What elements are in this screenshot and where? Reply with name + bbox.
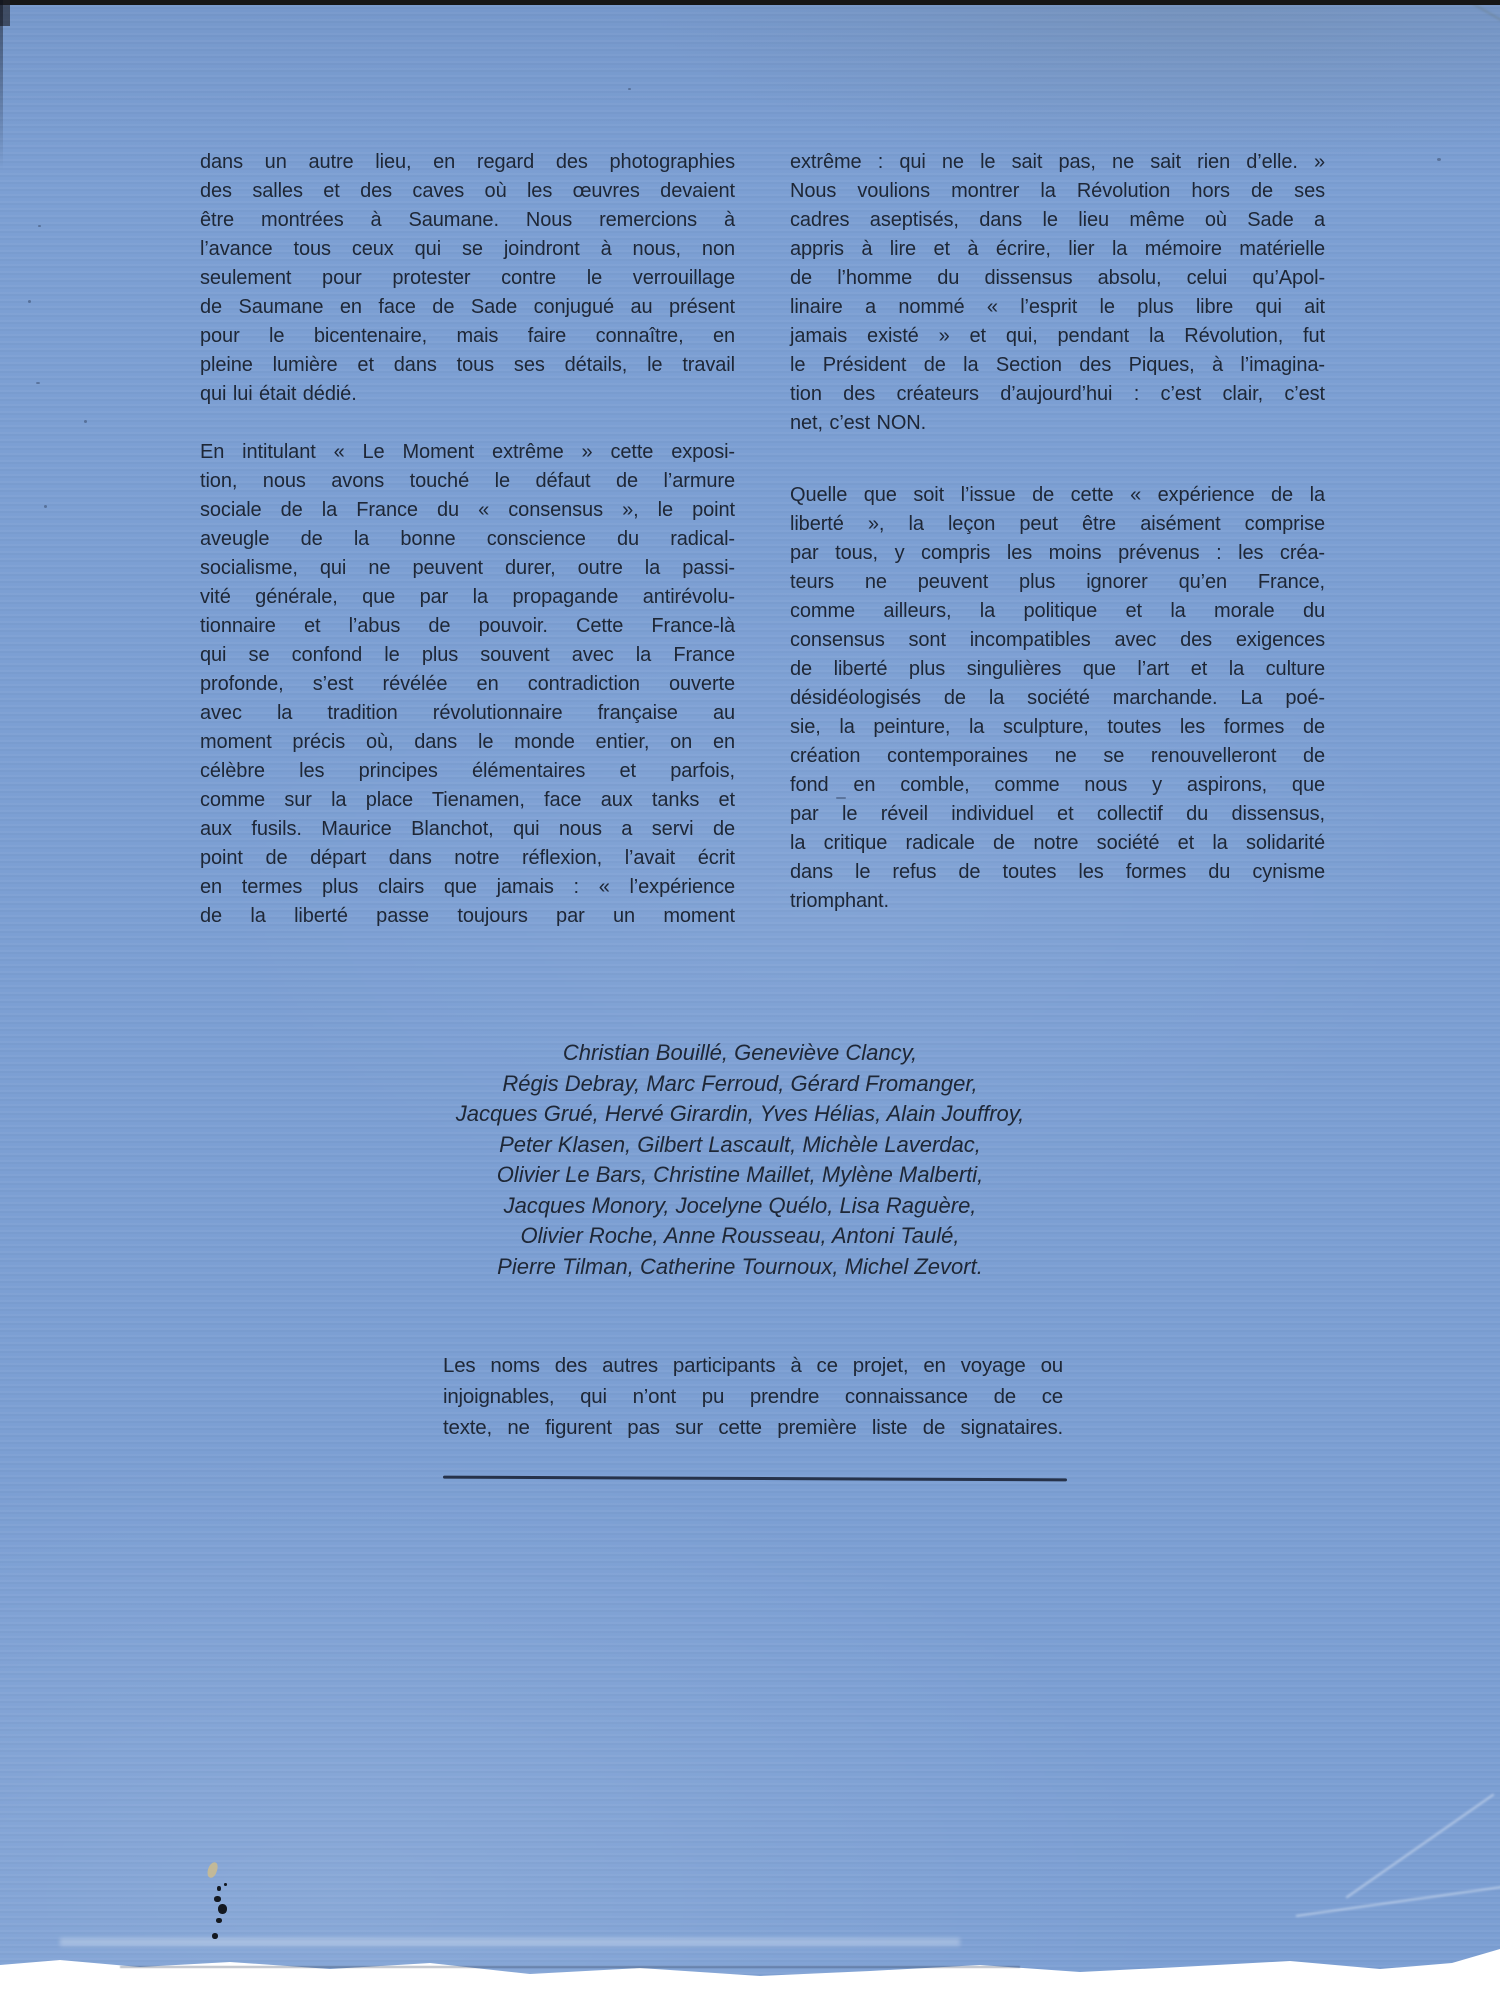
text-line: net, c’est NON. (790, 412, 927, 434)
text-line: qui se confond le plus souvent avec la France (200, 644, 735, 666)
text-line: vité générale, que par la propagande antirévolu- (200, 586, 735, 608)
pencil-mark (836, 797, 846, 799)
ink-blot (212, 1933, 218, 1939)
ink-blot (216, 1918, 222, 1923)
text-line: de liberté plus singulières que l’art et la culture (790, 658, 1325, 680)
text-line: tion des créateurs d’aujourd’hui : c’est clair, c’est (790, 383, 1325, 405)
paragraph (200, 148, 735, 409)
text-column-left (200, 148, 735, 931)
paragraph (790, 481, 1325, 916)
text-line: célèbre les principes élémentaires et parfois, (200, 760, 735, 782)
text-line: Peter Klasen, Gilbert Lascault, Michèle Laverdac, (499, 1131, 981, 1157)
text-line: Pierre Tilman, Catherine Tournoux, Michel Zevort. (497, 1253, 983, 1279)
text-line: injoignables, qui n’ont pu prendre connaissance de ce (443, 1385, 1063, 1408)
text-line: texte, ne figurent pas sur cette première liste de signataires. (443, 1416, 1063, 1439)
text-line: dans le refus de toutes les formes du cynisme (790, 861, 1325, 883)
text-line: avec la tradition révolutionnaire française au (200, 702, 735, 724)
text-line: la critique radicale de notre société et la solidarité (790, 832, 1325, 854)
ink-blot (218, 1904, 227, 1914)
text-line: linaire a nommé « l’esprit le plus libre qui ait (790, 296, 1325, 318)
text-line: qui lui était dédié. (200, 383, 357, 405)
paper-speck (28, 300, 31, 303)
text-line: tion, nous avons touché le défaut de l’armure (200, 470, 735, 492)
text-line: Olivier Roche, Anne Rousseau, Antoni Taulé, (520, 1223, 960, 1248)
text-line: comme ailleurs, la politique et la morale du (790, 600, 1325, 622)
text-line: Les noms des autres participants à ce projet, en voyage ou (443, 1354, 1063, 1377)
text-line: socialisme, qui ne peuvent durer, outre la passi- (200, 557, 735, 579)
text-line: Jacques Monory, Jocelyne Quélo, Lisa Raguère, (503, 1192, 977, 1218)
text-line: Régis Debray, Marc Ferroud, Gérard Fromanger, (502, 1070, 978, 1096)
text-line: Christian Bouillé, Geneviève Clancy, (562, 1040, 918, 1065)
participants-note (443, 1350, 1063, 1443)
text-line: extrême : qui ne le sait pas, ne sait rien d’elle. » (790, 151, 1325, 173)
text-line: dans un autre lieu, en regard des photographies (200, 151, 735, 173)
paper-speck (1437, 158, 1441, 161)
text-line: création contemporaines ne se renouvelleront de (790, 745, 1325, 767)
text-line: comme sur la place Tienamen, face aux tanks et (200, 789, 735, 811)
text-line: moment précis où, dans le monde entier, on en (200, 731, 735, 753)
text-line: de l’homme du dissensus absolu, celui qu’Apol- (790, 267, 1325, 289)
bottom-edge-highlight (60, 1938, 960, 1946)
scan-left-edge (0, 0, 3, 170)
text-line: en termes plus clairs que jamais : « l’expérience (200, 876, 735, 898)
paper-speck (84, 420, 87, 423)
text-line: point de départ dans notre réflexion, l’avait écrit (200, 847, 735, 869)
text-line: sie, la peinture, la sculpture, toutes les formes de (790, 716, 1325, 738)
text-line: En intitulant « Le Moment extrême » cette exposi- (200, 441, 735, 463)
paragraph (200, 438, 735, 931)
text-line: désidéologisés de la société marchande. La poé- (790, 687, 1325, 709)
text-line: jamais existé » et qui, pendant la Révolution, fut (790, 325, 1325, 347)
text-line: consensus sont incompatibles avec des exigences (790, 629, 1325, 651)
text-column-right (790, 148, 1325, 916)
text-line: triomphant. (790, 890, 889, 912)
text-line: des salles et des caves où les œuvres devaient (200, 180, 735, 202)
torn-bottom-edge (120, 1966, 1020, 1968)
paper-speck (628, 88, 631, 90)
text-line: cadres aseptisés, dans le lieu même où Sade a (790, 209, 1325, 231)
text-line: Quelle que soit l’issue de cette « expérience de la (790, 484, 1325, 506)
text-line: teurs ne peuvent plus ignorer qu’en France, (790, 571, 1325, 593)
paragraph (790, 148, 1325, 438)
text-line: profonde, s’est révélée en contradiction ouverte (200, 673, 735, 695)
text-line: pour le bicentenaire, mais faire connaître, en (200, 325, 735, 347)
text-line: Jacques Grué, Hervé Girardin, Yves Hélias, Alain Jouffroy, (455, 1101, 1025, 1126)
scan-top-edge (0, 0, 1500, 5)
text-line: sociale de la France du « consensus », le point (200, 499, 735, 521)
ink-blot (224, 1883, 227, 1886)
paper-speck (36, 382, 40, 384)
text-line: liberté », la leçon peut être aisément comprise (790, 513, 1325, 535)
text-line: l’avance tous ceux qui se joindront à nous, non (200, 238, 735, 260)
text-line: tionnaire et l’abus de pouvoir. Cette France-là (200, 615, 735, 637)
text-line: de la liberté passe toujours par un moment (200, 905, 735, 927)
text-line: par tous, y compris les moins prévenus : les créa- (790, 542, 1325, 564)
text-line: aveugle de la bonne conscience du radical- (200, 528, 735, 550)
text-line: Olivier Le Bars, Christine Maillet, Mylène Malberti, (496, 1162, 984, 1187)
paper-speck (44, 505, 47, 508)
signatories-list (240, 1038, 1240, 1282)
text-line: aux fusils. Maurice Blanchot, qui nous a servi de (200, 818, 735, 840)
text-line: fond en comble, comme nous y aspirons, que (790, 774, 1325, 796)
text-line: Nous voulions montrer la Révolution hors de ses (790, 180, 1325, 202)
text-line: le Président de la Section des Piques, à l’imagina- (790, 354, 1325, 376)
text-line: de Saumane en face de Sade conjugué au présent (200, 296, 735, 318)
text-line: pleine lumière et dans tous ses détails, le travail (200, 354, 735, 376)
ink-blot (217, 1886, 221, 1891)
ink-blot (214, 1896, 221, 1902)
text-line: être montrées à Saumane. Nous remercions à (200, 209, 735, 231)
text-line: seulement pour protester contre le verrouillage (200, 267, 735, 289)
paper-speck (38, 225, 41, 227)
text-line: appris à lire et à écrire, lier la mémoire matérielle (790, 238, 1325, 260)
text-line: par le réveil individuel et collectif du dissensus, (790, 803, 1325, 825)
